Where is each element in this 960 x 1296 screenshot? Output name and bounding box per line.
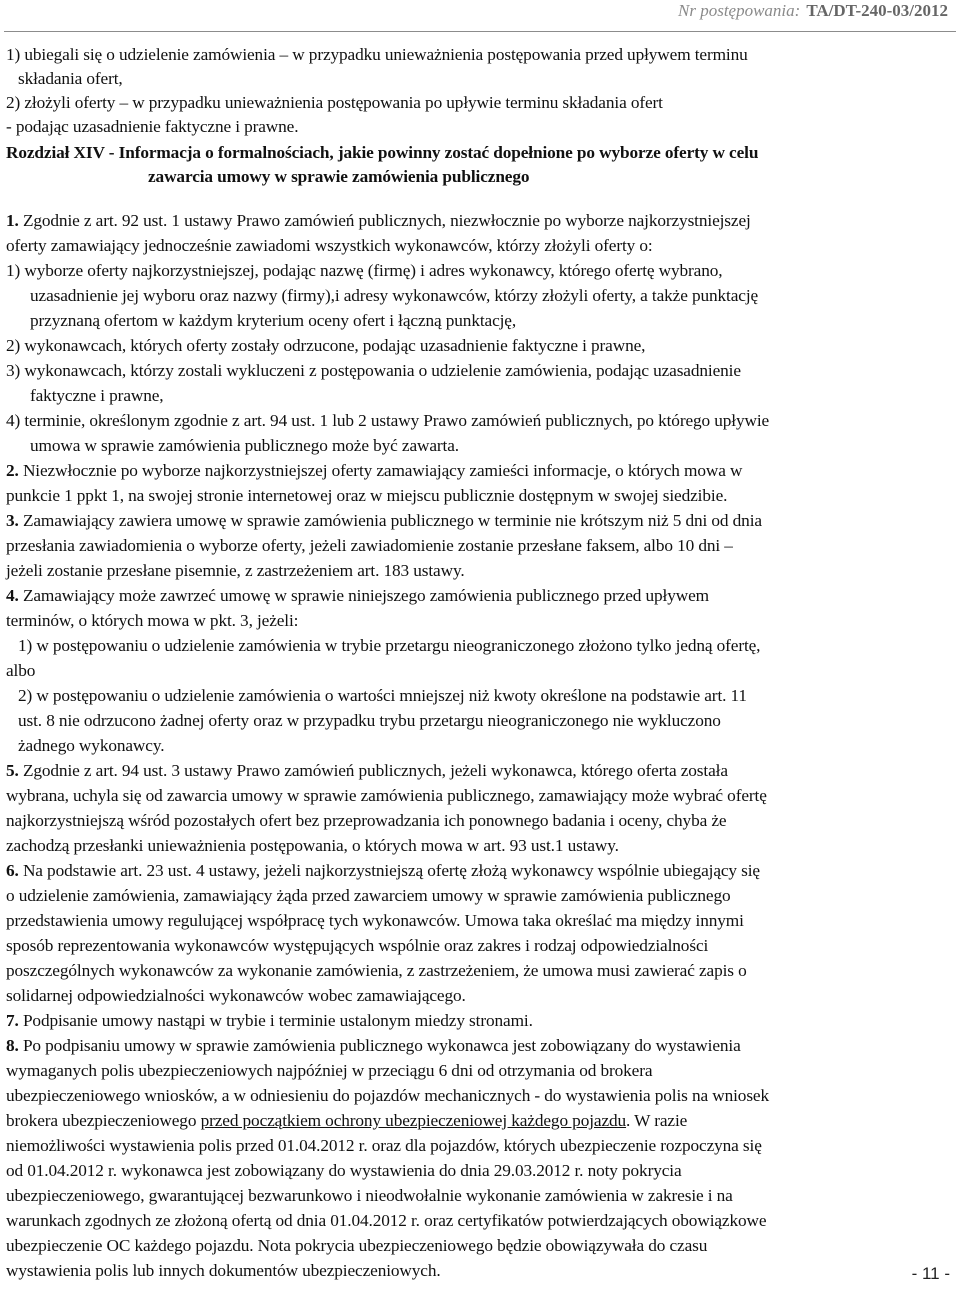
text-segment: brokera ubezpieczeniowego (6, 1111, 201, 1130)
text-line: oferty zamawiający jednocześnie zawiadomi wszystkich wykonawców, którzy złożyli oferty o: (6, 236, 653, 255)
text-line: wybrana, uchyla się od zawarcia umowy w sprawie zamówienia publicznego, zamawiający może wybrać ofertę (6, 786, 767, 805)
paragraph-line (6, 509, 762, 533)
text-line: wystawienia polis lub innych dokumentów ubezpieczeniowych. (6, 1261, 441, 1280)
paragraph-text: Zgodnie z art. 92 ust. 1 ustawy Prawo zamówień publicznych, niezwłocznie po wyborze najkorzystniejszej (22, 211, 751, 230)
page-number: - 11 - (911, 1264, 950, 1283)
text-line: - podając uzasadnienie faktyczne i prawne. (6, 117, 299, 136)
paragraph-line (6, 1009, 533, 1033)
text-line: faktyczne i prawne, (30, 386, 164, 405)
text-line: 1) ubiegali się o udzielenie zamówienia – w przypadku unieważnienia postępowania przed upływem terminu (6, 45, 748, 64)
text-line: sposób reprezentowania wykonawców występujących wspólnie oraz zakres i rodzaj odpowiedzialności (6, 936, 709, 955)
paragraph-line (6, 459, 742, 483)
paragraph-text: Niezwłocznie po wyborze najkorzystniejszej oferty zamawiający zamieści informacje, o których mowa w (22, 461, 743, 480)
text-line: ubezpieczeniowego wniosków, a w odniesieniu do pojazdów mechanicznych - do wystawienia polis na wniosek (6, 1086, 770, 1105)
paragraph-text: Po podpisaniu umowy w sprawie zamówienia publicznego wykonawca jest zobowiązany do wystawienia (22, 1036, 741, 1055)
text-line: zachodzą przesłanki unieważnienia postępowania, o których mowa w art. 93 ust.1 ustawy. (6, 836, 619, 855)
text-line: 1) w postępowaniu o udzielenie zamówienia w trybie przetargu nieograniczonego złożono tylko jedną ofertę, (18, 636, 761, 655)
paragraph-number: 5. (6, 761, 19, 780)
text-line: 3) wykonawcach, którzy zostali wykluczeni z postępowania o udzielenie zamówienia, podając uzasadnienie (6, 361, 741, 380)
text-line: żadnego wykonawcy. (18, 736, 165, 755)
underlined-text: przed początkiem ochrony ubezpieczeniowej każdego pojazdu (200, 1111, 627, 1130)
text-line: przedstawienia umowy regulującej współpracę tych wykonawców. Umowa taka określać ma między innymi (6, 911, 744, 930)
text-line: ubezpieczenie OC każdego pojazdu. Nota pokrycia ubezpieczeniowego będzie obowiązywała do czasu (6, 1236, 708, 1255)
text-line: o udzielenie zamówienia, zamawiający żąda przed zawarciem umowy w sprawie zamówienia publicznego (6, 886, 731, 905)
text-line: 2) złożyli oferty – w przypadku unieważnienia postępowania po upływie terminu składania ofert (6, 93, 663, 112)
text-line: terminów, o których mowa w pkt. 3, jeżeli: (6, 611, 299, 630)
text-line: jeżeli zostanie przesłane pisemnie, z zastrzeżeniem art. 183 ustawy. (6, 561, 465, 580)
text-line: albo (6, 661, 36, 680)
paragraph-text: Zamawiający może zawrzeć umowę w sprawie niniejszego zamówienia publicznego przed upływem (22, 586, 709, 605)
text-line: umowa w sprawie zamówienia publicznego może być zawarta. (30, 436, 459, 455)
text-line (6, 1109, 687, 1133)
paragraph-number: 2. (6, 461, 19, 480)
paragraph-text: Zamawiający zawiera umowę w sprawie zamówienia publicznego w terminie nie krótszym niż 5 dni od dnia (22, 511, 762, 530)
section-heading: zawarcia umowy w sprawie zamówienia publicznego (148, 167, 530, 186)
paragraph-number: 3. (6, 511, 19, 530)
paragraph-number: 1. (6, 211, 19, 230)
paragraph-line (6, 209, 751, 233)
text-line: 1) wyborze oferty najkorzystniejszej, podając nazwę (firmę) i adres wykonawcy, którego ofertę wybrano, (6, 261, 723, 280)
paragraph-number: 8. (6, 1036, 19, 1055)
text-line: przesłania zawiadomienia o wyborze oferty, jeżeli zawiadomienie zostanie przesłane faksem, albo 10 dni – (6, 536, 733, 555)
header-label: Nr postępowania: (678, 1, 801, 20)
text-line: poszczególnych wykonawców za wykonanie zamówienia, z zastrzeżeniem, że umowa musi zawierać zapis o (6, 961, 747, 980)
text-line: wymaganych polis ubezpieczeniowych najpóźniej w przeciągu 6 dni od otrzymania od brokera (6, 1061, 653, 1080)
paragraph-line (6, 584, 709, 608)
text-line: składania ofert, (18, 69, 123, 88)
text-line: punkcie 1 ppkt 1, na swojej stronie internetowej oraz w miejscu publicznie dostępnym w swojej siedzibie. (6, 486, 728, 505)
paragraph-number: 6. (6, 861, 19, 880)
paragraph-number: 7. (6, 1011, 19, 1030)
text-segment: . W razie (626, 1111, 688, 1130)
paragraph-text: Na podstawie art. 23 ust. 4 ustawy, jeżeli najkorzystniejszą ofertę złożą wykonawcy wspólnie ubiegający się (22, 861, 760, 880)
paragraph-number: 4. (6, 586, 19, 605)
text-line: od 01.04.2012 r. wykonawca jest zobowiązany do wystawienia do dnia 29.03.2012 r. noty pokrycia (6, 1161, 682, 1180)
text-line: najkorzystniejszą wśród pozostałych ofert bez przeprowadzania ich ponownego badania i oceny, chyba że (6, 811, 727, 830)
paragraph-text: Zgodnie z art. 94 ust. 3 ustawy Prawo zamówień publicznych, jeżeli wykonawca, którego oferta została (22, 761, 728, 780)
paragraph-line (6, 759, 728, 783)
text-line: niemożliwości wystawienia polis przed 01.04.2012 r. oraz dla pojazdów, których ubezpieczenie rozpoczyna się (6, 1136, 762, 1155)
text-line: warunkach zgodnych ze złożoną ofertą od dnia 01.04.2012 r. oraz certyfikatów potwierdzających obowiązkowe (6, 1211, 767, 1230)
header-number: TA/DT-240-03/2012 (806, 1, 948, 20)
text-line: 2) w postępowaniu o udzielenie zamówienia o wartości mniejszej niż kwoty określone na podstawie art. 11 (18, 686, 747, 705)
page-header (678, 1, 948, 21)
text-line: 4) terminie, określonym zgodnie z art. 94 ust. 1 lub 2 ustawy Prawo zamówień publicznych, po którego upływie (6, 411, 770, 430)
paragraph-text: Podpisanie umowy nastąpi w trybie i terminie ustalonym miedzy stronami. (22, 1011, 533, 1030)
paragraph-line (6, 1034, 741, 1058)
text-line: 2) wykonawcach, których oferty zostały odrzucone, podając uzasadnienie faktyczne i prawne, (6, 336, 646, 355)
paragraph-line (6, 859, 760, 883)
text-line: ubezpieczeniowego, gwarantującej bezwarunkowo i nieodwołalnie wykonanie zamówienia w zakresie i na (6, 1186, 733, 1205)
text-line: przyznaną ofertom w każdym kryterium oceny ofert i łączną punktację, (30, 311, 517, 330)
text-line: solidarnej odpowiedzialności wykonawców wobec zamawiającego. (6, 986, 466, 1005)
header-divider (4, 31, 956, 32)
section-heading: Rozdział XIV - Informacja o formalnościach, jakie powinny zostać dopełnione po wyborze oferty w celu (6, 143, 759, 162)
text-line: uzasadnienie jej wyboru oraz nazwy (firmy),i adresy wykonawców, którzy złożyli oferty, a także punktację (30, 286, 759, 305)
text-line: ust. 8 nie odrzucono żadnej oferty oraz w przypadku trybu przetargu nieograniczonego nie wykluczono (18, 711, 721, 730)
